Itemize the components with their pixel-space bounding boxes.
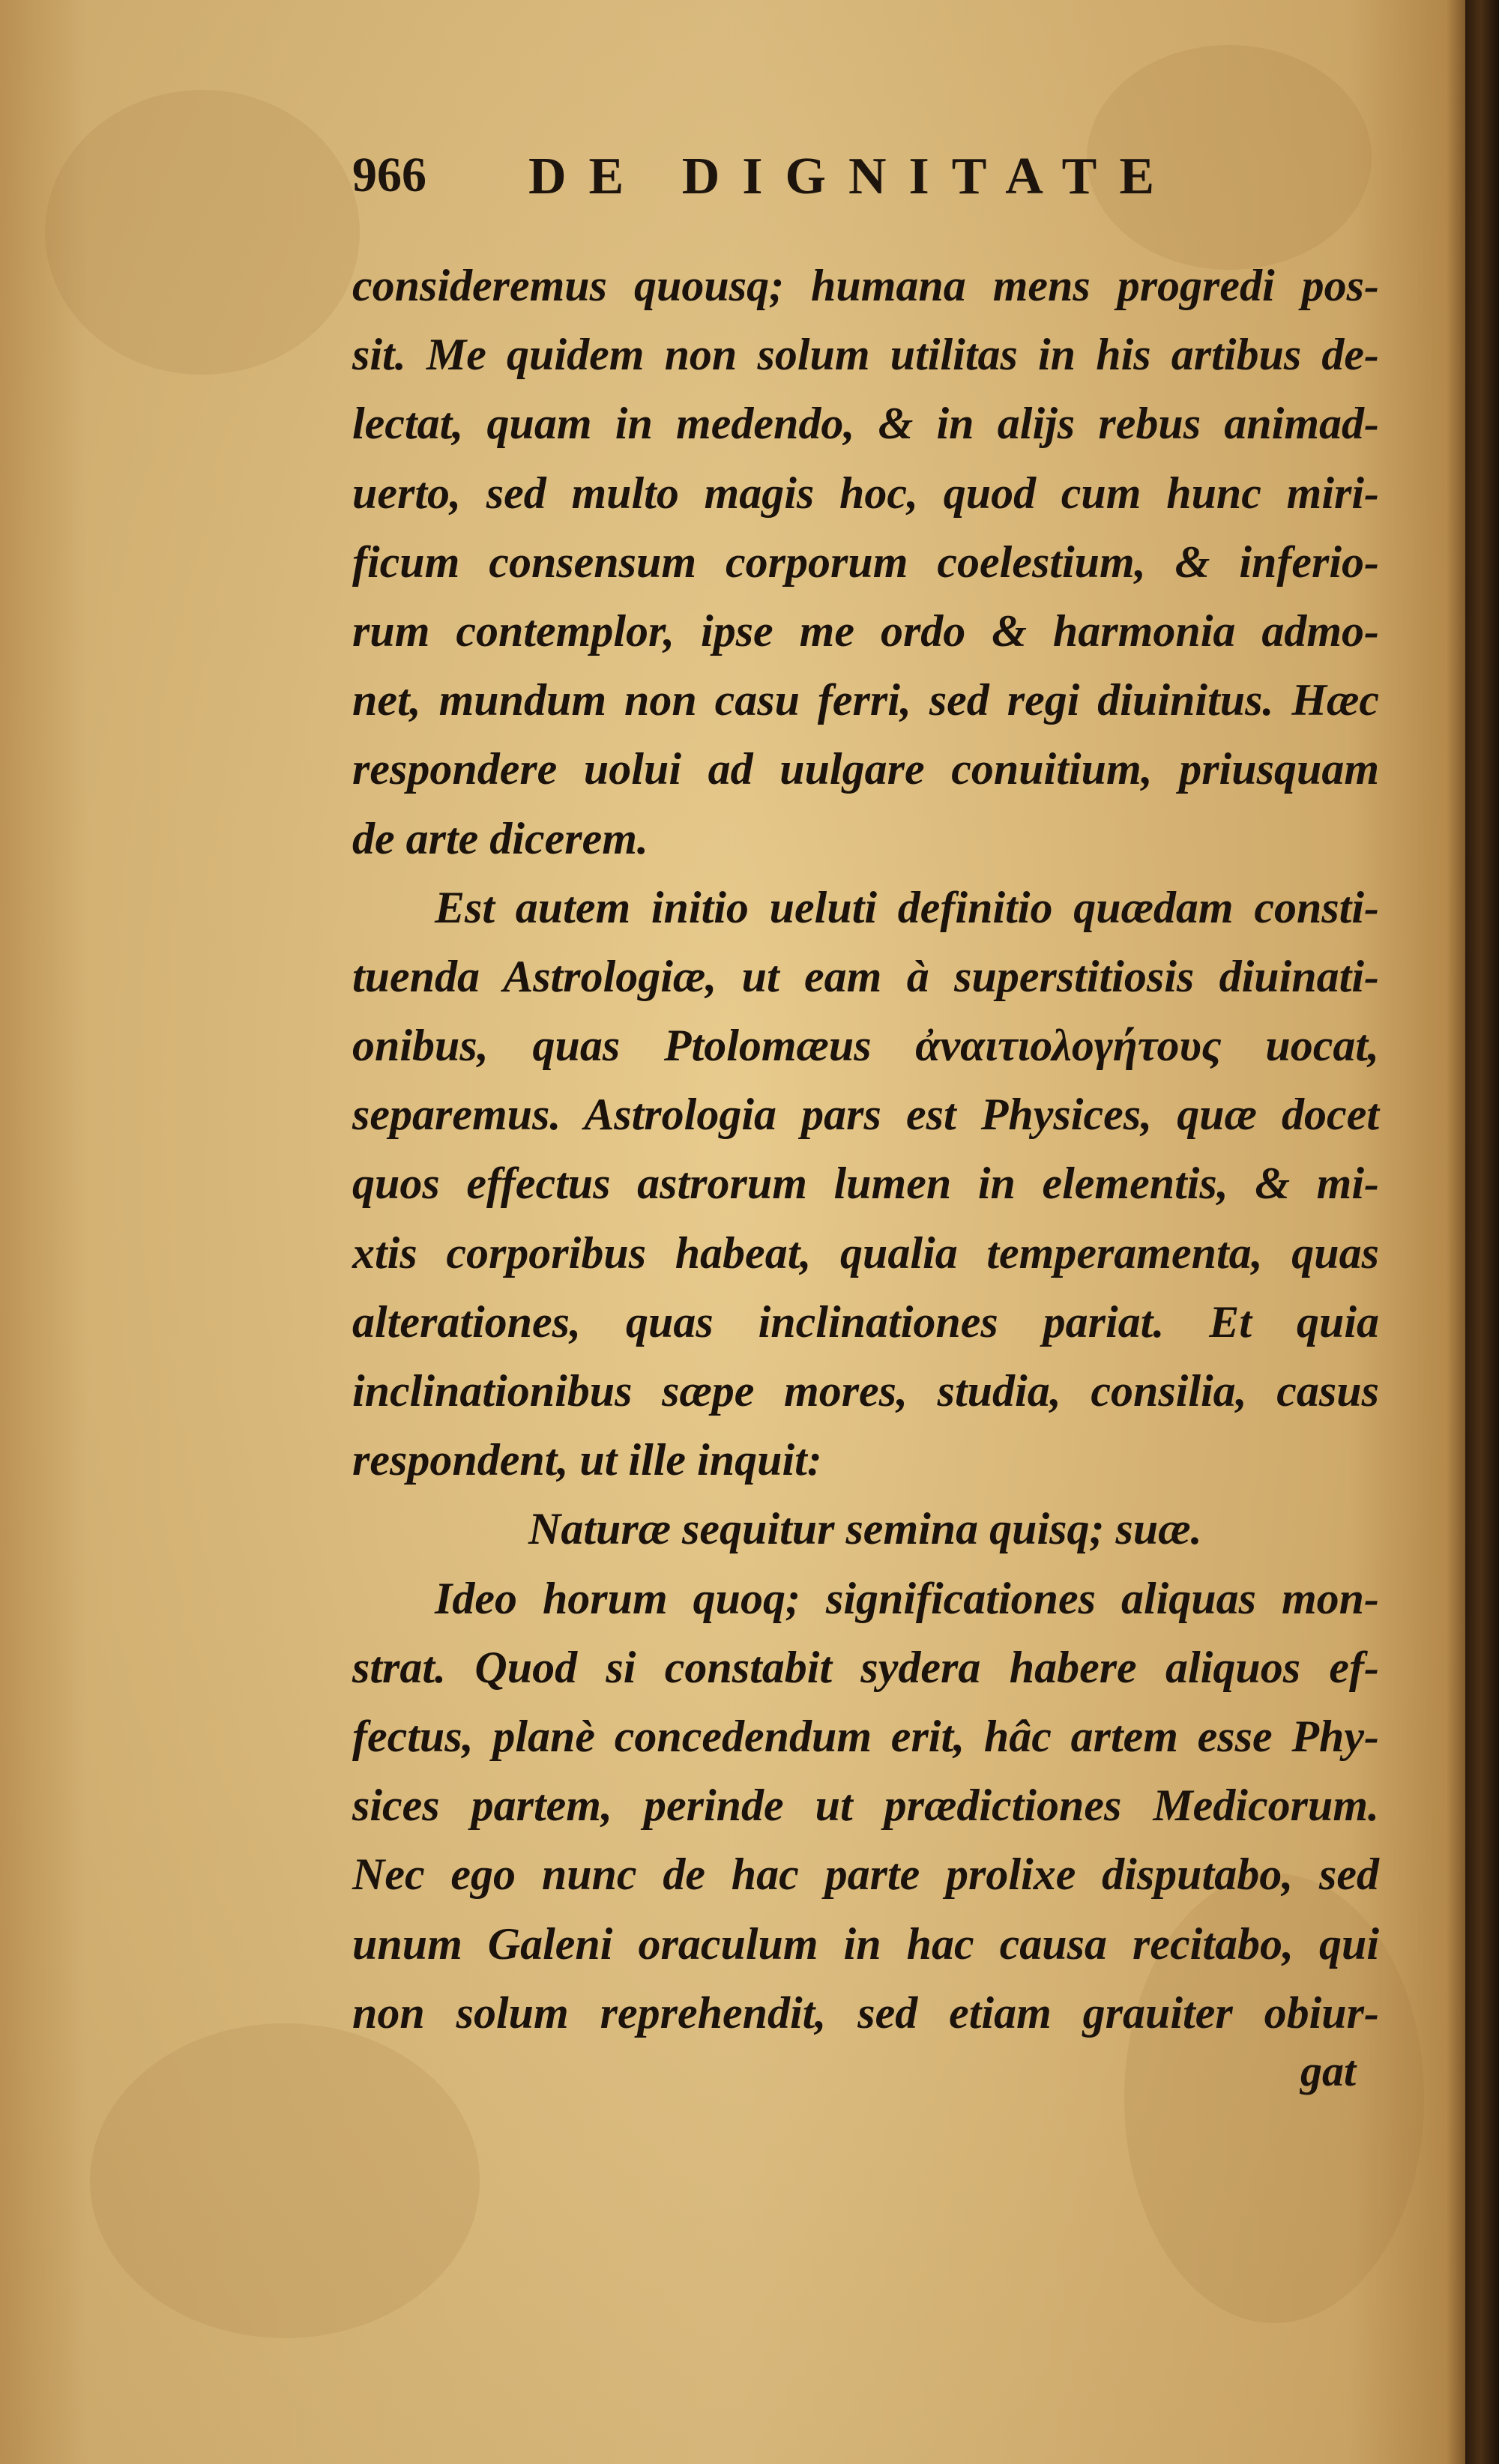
page-stain (45, 90, 360, 375)
running-head: DE DIGNITATE (528, 148, 1177, 205)
text-line: respondere uolui ad uulgare conuitium, priusquam (352, 744, 1379, 794)
page-stain (90, 2023, 480, 2338)
text-line: respondent, ut ille inquit: (352, 1435, 822, 1485)
text-line: non solum reprehendit, sed etiam grauiter obiur- (352, 1987, 1379, 2038)
text-line: quos effectus astrorum lumen in elementis, & mi- (352, 1159, 1379, 1209)
page-header (352, 142, 1402, 225)
text-line: strat. Quod si constabit sydera habere aliquos ef- (352, 1642, 1379, 1692)
book-spine (1465, 0, 1499, 2464)
text-line: uerto, sed multo magis hoc, quod cum hunc miri- (352, 468, 1379, 518)
text-line: unum Galeni oraculum in hac causa recitabo, qui (352, 1918, 1379, 1969)
text-line: xtis corporibus habeat, qualia temperamenta, quas (352, 1228, 1379, 1278)
text-line: ficum consensum corporum coelestium, & inferio- (352, 537, 1379, 587)
text-line: Ideo horum quoq; significationes aliquas mon- (435, 1573, 1379, 1623)
verse-line: Naturæ sequitur semina quisq; suæ. (528, 1504, 1202, 1554)
text-line: Est autem initio ueluti definitio quædam consti- (435, 882, 1379, 932)
text-line: tuenda Astrologiæ, ut eam à superstitiosis diuinati- (352, 951, 1379, 1001)
body-text (352, 251, 1379, 2047)
text-line: alterationes, quas inclinationes pariat. Et quia (352, 1296, 1379, 1347)
page-number: 966 (352, 148, 426, 202)
catchword: gat (1300, 2047, 1357, 2095)
text-line: fectus, planè concedendum erit, hâc artem esse Phy- (352, 1711, 1379, 1761)
text-line: onibus, quas Ptolomæus ἀναιτιολογήτους uocat, (352, 1021, 1379, 1071)
text-line: lectat, quam in medendo, & in alijs rebus animad- (352, 399, 1379, 449)
text-line: net, mundum non casu ferri, sed regi diuinitus. Hæc (352, 675, 1379, 725)
text-line: separemus. Astrologia pars est Physices, quæ docet (352, 1090, 1379, 1140)
page-gutter-shadow (1447, 0, 1465, 2464)
text-line: rum contemplor, ipse me ordo & harmonia admo- (352, 606, 1379, 656)
text-line: Nec ego nunc de hac parte prolixe disputabo, sed (352, 1849, 1379, 1900)
text-line: de arte dicerem. (352, 813, 648, 863)
text-line: consideremus quousq; humana mens progredi pos- (352, 261, 1379, 310)
text-line: sit. Me quidem non solum utilitas in his artibus de- (352, 330, 1379, 380)
text-line: sices partem, perinde ut prædictiones Medicorum. (352, 1781, 1379, 1831)
text-line: inclinationibus sæpe mores, studia, consilia, casus (352, 1366, 1379, 1416)
